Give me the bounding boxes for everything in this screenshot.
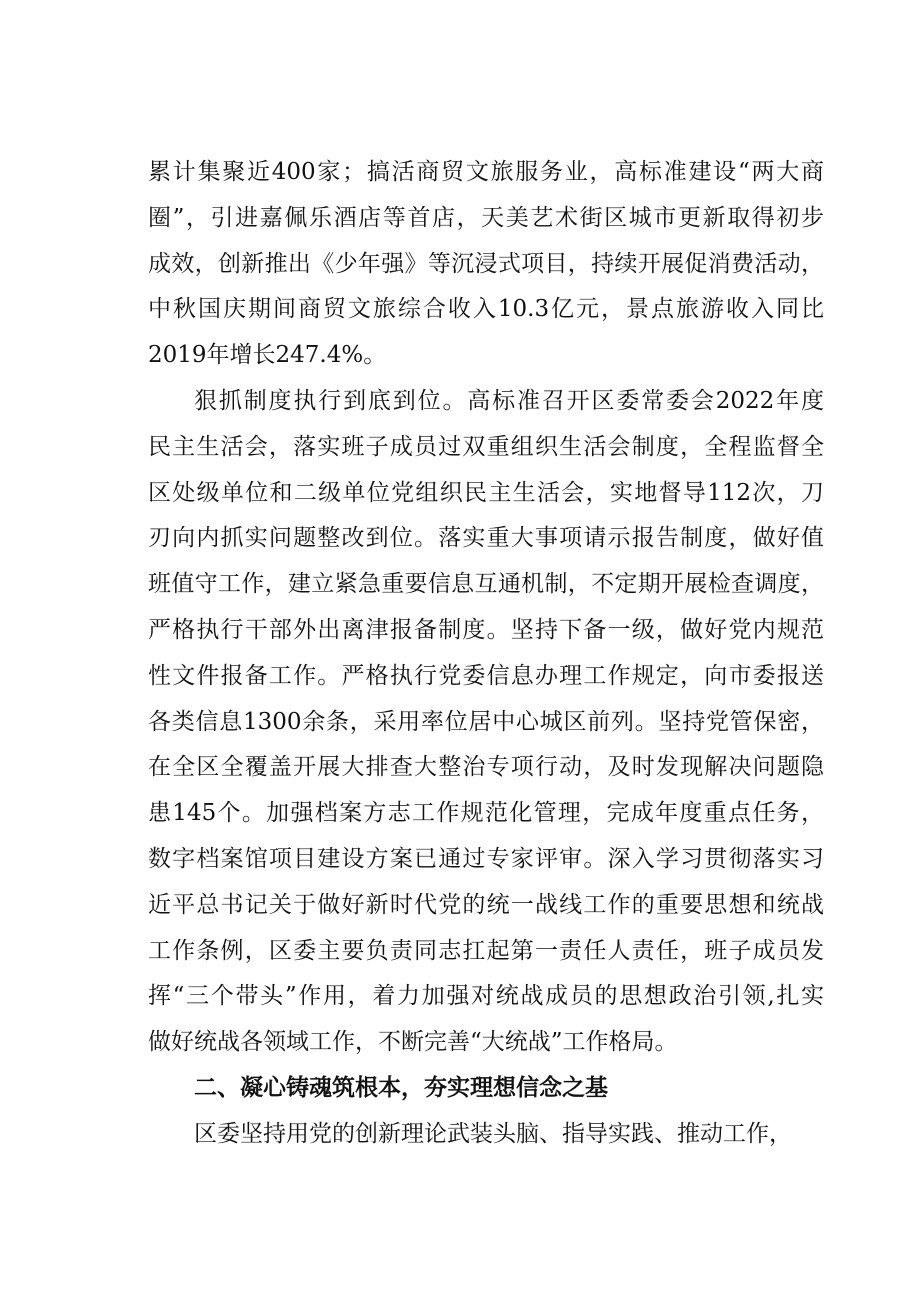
- text-line: 区委坚持用党的创新理论武装头脑、指导实践、推动工作，: [194, 1120, 792, 1147]
- text-line: 挥“三个带头”作用，着力加强对统战成员的思想政治引领,扎实: [148, 983, 824, 1010]
- text-line: 刃向内抓实问题整改到位。落实重大事项请示报告制度，做好值: [148, 525, 824, 552]
- text-line: 圈”，引进嘉佩乐酒店等首店，天美艺术街区城市更新取得初步: [148, 204, 824, 231]
- text-line: 班值守工作，建立紧急重要信息互通机制，不定期开展检查调度，: [148, 571, 824, 598]
- section-heading: 二、凝心铸魂筑根本，夯实理想信念之基: [194, 1074, 608, 1101]
- text-line: 工作条例，区委主要负责同志扛起第一责任人责任，班子成员发: [148, 937, 824, 964]
- text-line: 中秋国庆期间商贸文旅综合收入10.3亿元，景点旅游收入同比: [148, 296, 824, 323]
- text-line: 累计集聚近400家；搞活商贸文旅服务业，高标准建设“两大商: [148, 159, 824, 185]
- paragraph-continuation: [148, 150, 824, 379]
- paragraph-theory: [148, 1112, 824, 1158]
- text-line: 民主生活会，落实班子成员过双重组织生活会制度，全程监督全: [148, 433, 824, 460]
- text-line: 在全区全覆盖开展大排查大整治专项行动，及时发现解决问题隐: [148, 754, 824, 781]
- text-line: 做好统战各领域工作，不断完善“大统战”工作格局。: [148, 1029, 678, 1056]
- paragraph-system-execution: [148, 379, 824, 1066]
- text-line: 狠抓制度执行到底到位。高标准召开区委常委会2022年度: [194, 387, 824, 414]
- text-line: 区处级单位和二级单位党组织民主生活会，实地督导112次，刀: [148, 479, 824, 506]
- text-line: 数字档案馆项目建设方案已通过专家评审。深入学习贯彻落实习: [148, 845, 824, 872]
- text-line: 2019年增长247.4%。: [148, 342, 387, 369]
- text-line: 各类信息1300余条，采用率位居中心城区前列。坚持党管保密，: [148, 708, 824, 735]
- text-line: 成效，创新推出《少年强》等沉浸式项目，持续开展促消费活动，: [148, 250, 824, 277]
- text-line: 近平总书记关于做好新时代党的统一战线工作的重要思想和统战: [148, 891, 824, 918]
- document-page: [148, 150, 824, 1158]
- text-line: 性文件报备工作。严格执行党委信息办理工作规定，向市委报送: [148, 662, 824, 689]
- text-line: 患145个。加强档案方志工作规范化管理，完成年度重点任务，: [148, 800, 824, 827]
- text-line: 严格执行干部外出离津报备制度。坚持下备一级，做好党内规范: [148, 616, 824, 643]
